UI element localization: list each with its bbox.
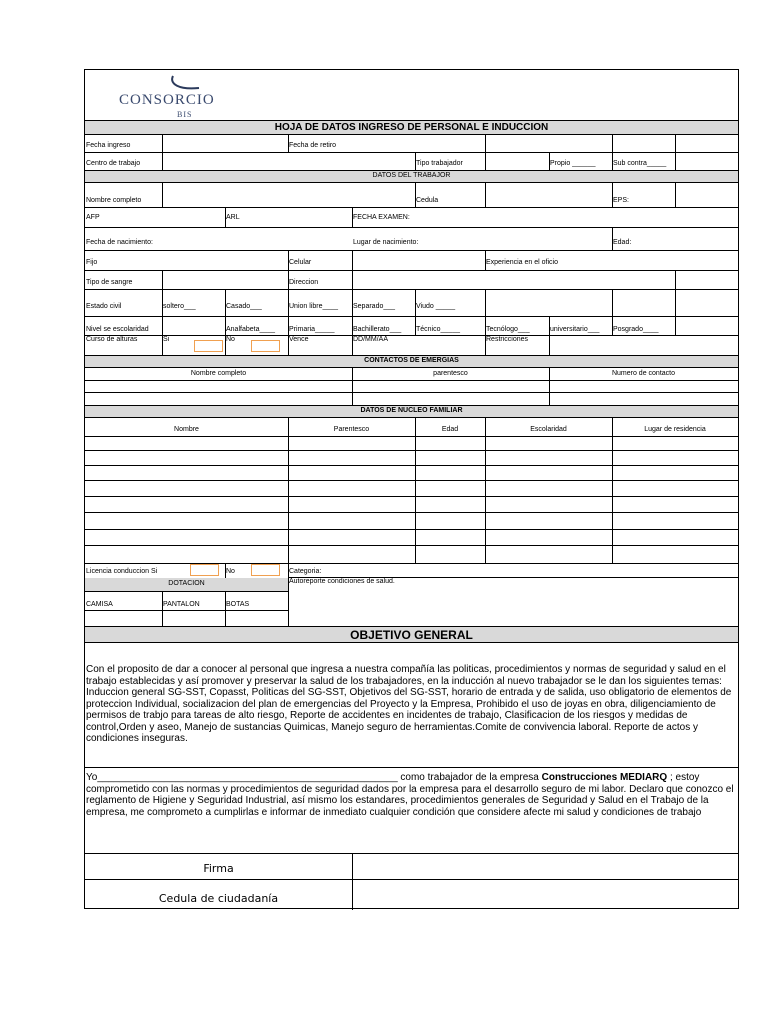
section-familiar-title: DATOS DE NUCLEO FAMILIAR [360,407,463,414]
label-fecha-ingreso: Fecha ingreso [86,142,131,149]
label-botas: BOTAS [226,601,250,608]
label-fecha-examen: FECHA EXAMEN: [353,214,410,221]
col-familiar-residencia: Lugar de residencia [644,426,706,433]
label-estado-civil: Estado civil [86,303,122,310]
label-afp: AFP [86,214,100,221]
company-logo [115,74,265,120]
objetivo-title: OBJETIVO GENERAL [350,628,473,642]
col-familiar-nombre: Nombre [174,426,199,433]
label-restricciones: Restricciones [486,336,529,343]
label-curso-alturas: Curso de alturas [86,336,138,343]
compromiso-part1: Yo______________________________________________________ como trabajador de la empresa [86,772,542,783]
option-viudo: Viudo _____ [416,303,456,310]
option-separado: Separado___ [353,303,396,310]
label-centro-trabajo: Centro de trabajo [86,160,141,167]
section-familiar [85,405,738,418]
col-familiar-parentesco: Parentesco [333,426,370,433]
label-edad: Edad: [613,239,632,246]
col-emergencia-numero: Numero de contacto [611,370,676,377]
label-arl: ARL [226,214,240,221]
col-familiar-edad: Edad [441,426,459,433]
logo-sub: BIS [177,110,193,119]
form-title: HOJA DE DATOS INGRESO DE PERSONAL E INDUCCION [274,122,549,133]
label-cedula-ciudadania: Cedula de ciudadanía [158,892,279,905]
label-sub-contra: Sub contra_____ [613,160,667,167]
label-categoria: Categoria: [289,568,322,575]
cedula-field[interactable] [353,880,737,909]
firma-field[interactable] [353,854,737,878]
label-celular: Celular [289,259,312,266]
checkbox-alturas-no[interactable] [251,340,280,352]
label-tipo-trabajador: Tipo trabajador [416,160,463,167]
option-bachillerato: Bachillerato___ [353,326,402,333]
option-tecnico: Técnico_____ [416,326,460,333]
objetivo-text: Con el proposito de dar a conocer al personal que ingresa a nuestra compañía las politicas, procedimientos y normas de seguridad y salud en el trabajo establecidas y así promover y preservar la salud de los trabajadores, en la inducción al nuevo trabajador se le dan los siguientes temas: Induccion general SG-SST, Copasst, Politicas del SG-SST, Objetivos del SG-SST, horario de entrada y de salida, uso obligatorio de elementos de proteccion Individual, socializacion del plan de emergencias del Proyecto y la Empresa, Prohibido el uso de joyas en obra, diligenciamiento de permisos de trabjo para tareas de alto riesgo, Reporte de accidentes en incidentes de trabajo, Clasificacion de los riesgos y medidas de control,Orden y aseo, Manejo de sustancias Quimicas, Manejo seguro de herramientas.Comite de convivencia laboral. Reporte de actos y condiciones inseguras. [86,664,732,744]
option-analfabeta: Analfabeta____ [226,326,276,333]
checkbox-licencia-no[interactable] [251,564,280,576]
option-universitario: universitario___ [550,326,600,333]
col-emergencia-nombre: Nombre completo [190,370,247,377]
option-posgrado: Posgrado____ [613,326,659,333]
checkbox-alturas-si[interactable] [194,340,223,352]
option-tecnologo: Tecnólogo___ [486,326,530,333]
label-firma: Firma [203,862,234,875]
label-licencia-no: No [226,568,235,575]
label-fecha-nacimiento: Fecha de nacimiento: [86,239,153,246]
label-fijo: Fijo [86,259,98,266]
col-familiar-escolaridad: Escolaridad [530,426,567,433]
label-cedula: Cedula [416,197,439,204]
option-union-libre: Union libre____ [289,303,339,310]
label-experiencia: Experiencia en el oficio [486,259,558,266]
label-pantalon: PANTALON [163,601,200,608]
form-sheet [84,69,739,909]
label-fecha-formato: DD/MM/AA [353,336,388,343]
label-vence: Vence [289,336,309,343]
label-nombre-completo: Nombre completo [86,197,142,204]
label-propio: Propio ______ [550,160,596,167]
label-licencia: Licencia conduccion Si [86,568,158,575]
section-trabajador-title: DATOS DEL TRABAJOR [372,172,451,179]
compromiso-text [86,772,738,818]
label-camisa: CAMISA [86,601,113,608]
section-emergencias-title: CONTACTOS DE EMERGIAS [364,357,459,364]
label-direccion: Direccion [289,279,319,286]
label-alturas-si: Si [163,336,170,343]
label-alturas-no: No [226,336,235,343]
compromiso-empresa: Construcciones MEDIARQ [541,772,668,783]
form-title-band [85,120,738,135]
compromiso-part2: ; estoy comprometido con las normas y procedimientos de seguridad dados por la empresa para el desarrollo seguro de mi labor. Declaro que conozco el reglamento de Higiene y Seguridad Industrial, así mismo los estandares, procedimientos generales de Seguridad y Salud en el Trabajo de la empresa, me comprometo a cumplirlas e informar de inmediato cualquier condición que considere afecte mi salud y condiciones de trabajo [86,772,734,818]
option-soltero: soltero___ [163,303,196,310]
section-emergencias [85,355,738,368]
section-dotacion [85,578,288,592]
section-objetivo [85,626,738,643]
label-fecha-retiro: Fecha de retiro [289,142,337,149]
checkbox-licencia-si[interactable] [190,564,219,576]
option-casado: Casado___ [226,303,262,310]
section-dotacion-title: DOTACION [168,580,205,587]
label-nivel-escolaridad: Nivel se escolaridad [86,326,149,333]
col-emergencia-parentesco: parentesco [433,370,468,377]
label-lugar-nacimiento: Lugar de nacimiento: [353,239,419,246]
logo-brand: CONSORCIO [119,92,215,108]
section-trabajador [85,170,738,183]
label-autoreporte: Autoreporte condiciones de salud. [289,578,395,585]
label-tipo-sangre: Tipo de sangre [86,279,133,286]
label-eps: EPS: [613,197,629,204]
option-primaria: Primaria_____ [289,326,335,333]
